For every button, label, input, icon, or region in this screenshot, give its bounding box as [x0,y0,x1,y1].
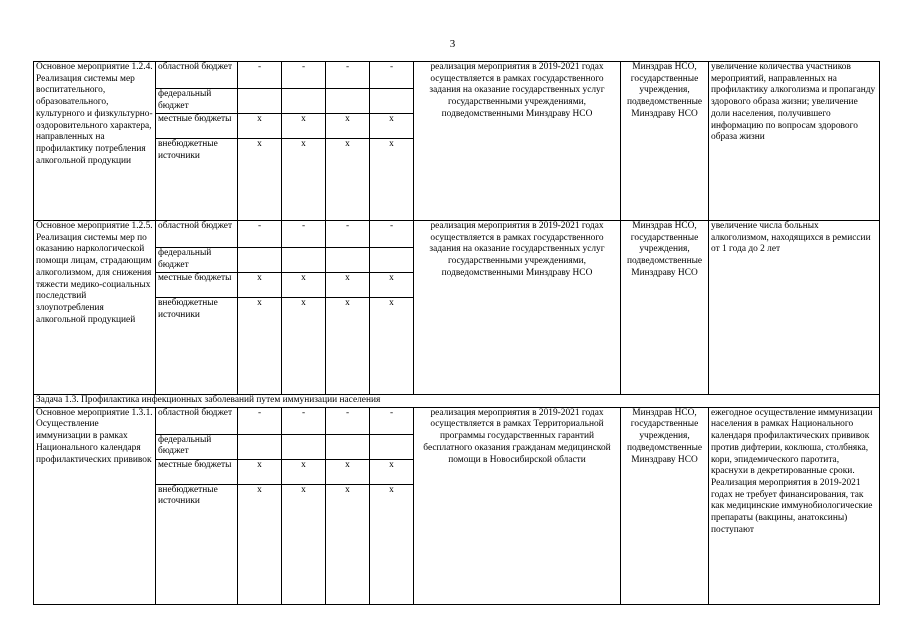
value-cell: - [238,407,282,434]
implementation-cell: реализация мероприятия в 2019-2021 годах осуществляется в рамках государственного задания на оказание государственных услуг государственными учреждениями, подведомственными Минздраву НСО [414,221,621,395]
value-cell: x [370,273,414,298]
value-cell: x [326,484,370,604]
implementation-cell: реализация мероприятия в 2019-2021 годах осуществляется в рамках государственного задания на оказание государственных услуг государственными учреждениями, подведомственными Минздраву НСО [414,62,621,221]
value-cell: x [238,114,282,139]
value-cell: x [238,298,282,395]
page-number: 3 [449,38,456,50]
source-label: внебюджетные источники [156,484,238,604]
table-row [34,221,880,248]
value-cell: x [238,484,282,604]
value-cell: x [282,114,326,139]
result-cell: увеличение числа больных алкоголизмом, находящихся в ремиссии от 1 года до 2 лет [709,221,880,395]
measures-table [33,61,880,605]
table-row [34,395,880,408]
source-label: местные бюджеты [156,114,238,139]
executor-cell: Минздрав НСО, государственные учреждения, подведомственные Минздраву НСО [621,221,709,395]
value-cell: x [370,484,414,604]
source-label: федеральный бюджет [156,434,238,459]
value-cell: x [370,114,414,139]
value-cell: - [282,221,326,248]
value-cell: x [238,273,282,298]
measure-cell: Основное мероприятие 1.2.4. Реализация системы мер воспитательного, образовательного, культурного и физкультурно-оздоровительного характера, направленных на профилактику потребления алкогольной продукции [34,62,156,221]
value-cell: - [282,62,326,89]
value-cell: - [370,62,414,89]
table-row [34,62,880,89]
value-cell: x [282,484,326,604]
result-cell: увеличение количества участников мероприятий, направленных на профилактику алкоголизма и пропаганду здорового образа жизни; увеличение доли населения, получившего информацию по вопросам здорового образа жизни [709,62,880,221]
value-cell: x [326,459,370,484]
value-cell: x [370,459,414,484]
value-cell: x [238,139,282,221]
source-label: местные бюджеты [156,459,238,484]
source-label: внебюджетные источники [156,298,238,395]
value-cell: - [326,62,370,89]
value-cell: x [282,459,326,484]
value-cell: x [326,273,370,298]
task-heading: Задача 1.3. Профилактика инфекционных заболеваний путем иммунизации населения [34,395,880,408]
value-cell: x [370,139,414,221]
value-cell: x [370,298,414,395]
value-cell: - [282,407,326,434]
value-cell: - [370,221,414,248]
value-cell: x [282,273,326,298]
value-cell: - [238,62,282,89]
table-row [34,407,880,434]
implementation-cell: реализация мероприятия в 2019-2021 годах осуществляется в рамках Территориальной программы государственных гарантий бесплатного оказания гражданам медицинской помощи в Новосибирской области [414,407,621,604]
result-cell: ежегодное осуществление иммунизации населения в рамках Национального календаря профилактических прививок против дифтерии, коклюша, столбняка, кори, эпидемического паротита, краснухи в декретированные сроки. Реализация мероприятия в 2019-2021 годах не требует финансирования, так как медицинские иммунобиологические препараты (вакцины, анатоксины) поступают [709,407,880,604]
value-cell: x [326,114,370,139]
executor-cell: Минздрав НСО, государственные учреждения, подведомственные Минздраву НСО [621,62,709,221]
value-cell: x [282,298,326,395]
source-label: областной бюджет [156,407,238,434]
measure-cell: Основное мероприятие 1.3.1. Осуществление иммунизации в рамках Национального календаря профилактических прививок [34,407,156,604]
value-cell: - [326,221,370,248]
value-cell: - [238,221,282,248]
source-label: внебюджетные источники [156,139,238,221]
value-cell: - [370,407,414,434]
measure-cell: Основное мероприятие 1.2.5. Реализация системы мер по оказанию наркологической помощи лицам, страдающим алкоголизмом, для снижения тяжести медико-социальных последствий злоупотребления алкогольной продукцией [34,221,156,395]
source-label: областной бюджет [156,62,238,89]
value-cell: x [326,139,370,221]
source-label: федеральный бюджет [156,248,238,273]
source-label: областной бюджет [156,221,238,248]
value-cell: x [238,459,282,484]
value-cell: - [326,407,370,434]
value-cell: x [326,298,370,395]
source-label: местные бюджеты [156,273,238,298]
executor-cell: Минздрав НСО, государственные учреждения, подведомственные Минздраву НСО [621,407,709,604]
value-cell: x [282,139,326,221]
source-label: федеральный бюджет [156,89,238,114]
